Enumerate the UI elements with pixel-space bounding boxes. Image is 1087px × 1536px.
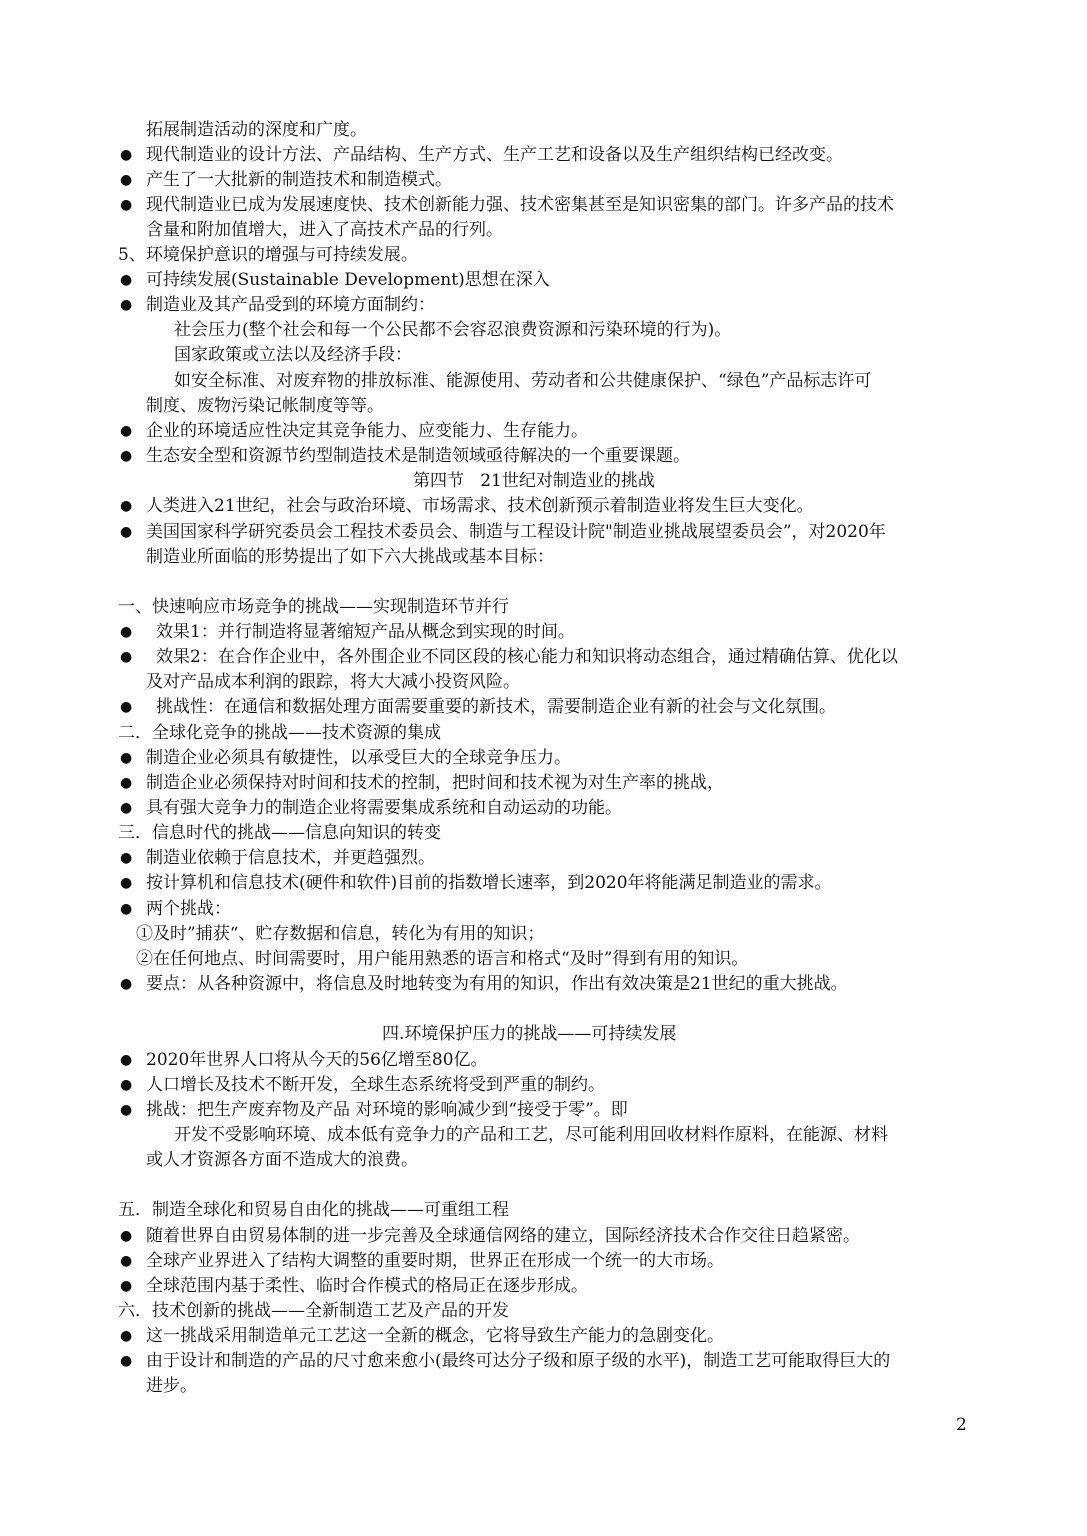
list-item: 2020年世界人口将从今天的56亿增至80亿。 — [146, 1050, 488, 1070]
bullet-icon: ● — [120, 1353, 133, 1369]
bullet-icon: ● — [120, 1052, 133, 1068]
list-item: 挑战：把生产废弃物及产品 对环境的影响减少到“接受于零”。即 — [146, 1100, 628, 1120]
list-item: 效果1：并行制造将显著缩短产品从概念到实现的时间。 — [156, 622, 575, 642]
text-line: ②在任何地点、时间需要时，用户能用熟悉的语言和格式“及时”得到有用的知识。 — [136, 949, 749, 969]
section-heading: 三．信息时代的挑战——信息向知识的转变 — [118, 823, 441, 843]
section-heading: 六．技术创新的挑战——全新制造工艺及产品的开发 — [118, 1301, 509, 1321]
bullet-icon: ● — [120, 197, 133, 213]
list-item: 制造业及其产品受到的环境方面制约： — [146, 295, 435, 315]
bullet-icon: ● — [120, 272, 133, 288]
bullet-icon: ● — [120, 750, 133, 766]
bullet-icon: ● — [120, 976, 133, 992]
bullet-icon: ● — [120, 423, 133, 439]
list-item: 由于设计和制造的产品的尺寸愈来愈小(最终可达分子级和原子级的水平)，制造工艺可能取得巨大的 — [146, 1351, 891, 1371]
section-heading: 一、快速响应市场竞争的挑战——实现制造环节并行 — [118, 597, 509, 617]
text-line: 社会压力(整个社会和每一个公民都不会容忍浪费资源和污染环境的行为)。 — [174, 320, 732, 340]
bullet-icon: ● — [120, 624, 133, 640]
text-line: ①及时”捕获“、贮存数据和信息，转化为有用的知识； — [136, 924, 545, 944]
list-item: 挑战性：在通信和数据处理方面需要重要的新技术，需要制造企业有新的社会与文化氛围。 — [156, 697, 836, 717]
text-line: 含量和附加值增大，进入了高技术产品的行列。 — [146, 220, 503, 240]
text-line: 及对产品成本利润的跟踪，将大大减小投资风险。 — [146, 672, 520, 692]
list-item: 人口增长及技术不断开发，全球生态系统将受到严重的制约。 — [146, 1075, 605, 1095]
list-item: 具有强大竞争力的制造企业将需要集成系统和自动运动的功能。 — [146, 798, 622, 818]
list-item: 企业的环境适应性决定其竞争能力、应变能力、生存能力。 — [146, 421, 588, 441]
bullet-icon: ● — [120, 524, 133, 540]
section-heading: 二．全球化竞争的挑战——技术资源的集成 — [118, 723, 441, 743]
list-item: 按计算机和信息技术(硬件和软件)目前的指数增长速率，到2020年将能满足制造业的需求。 — [146, 873, 832, 893]
text-line: 进步。 — [146, 1376, 197, 1396]
bullet-icon: ● — [120, 1253, 133, 1269]
text-line: 开发不受影响环境、成本低有竞争力的产品和工艺，尽可能利用回收材料作原料，在能源、材料 — [174, 1125, 888, 1145]
list-item: 全球产业界进入了结构大调整的重要时期，世界正在形成一个统一的大市场。 — [146, 1251, 724, 1271]
bullet-icon: ● — [120, 699, 133, 715]
list-item: 生态安全型和资源节约型制造技术是制造领域亟待解决的一个重要课题。 — [146, 446, 690, 466]
bullet-icon: ● — [120, 1278, 133, 1294]
bullet-icon: ● — [120, 172, 133, 188]
list-item: 随着世界自由贸易体制的进一步完善及全球通信网络的建立，国际经济技术合作交往日趋紧密。 — [146, 1226, 860, 1246]
bullet-icon: ● — [120, 498, 133, 514]
text-line: 或人才资源各方面不造成大的浪费。 — [146, 1150, 418, 1170]
bullet-icon: ● — [120, 1077, 133, 1093]
text-line: 拓展制造活动的深度和广度。 — [146, 120, 367, 140]
text-line: 如安全标准、对废弃物的排放标准、能源使用、劳动者和公共健康保护、“绿色”产品标志许可 — [174, 371, 872, 391]
bullet-icon: ● — [120, 147, 133, 163]
list-item: 产生了一大批新的制造技术和制造模式。 — [146, 170, 452, 190]
bullet-icon: ● — [120, 875, 133, 891]
list-item: 现代制造业的设计方法、产品结构、生产方式、生产工艺和设备以及生产组织结构已经改变。 — [146, 145, 843, 165]
bullet-icon: ● — [120, 775, 133, 791]
list-item: 制造业依赖于信息技术，并更趋强烈。 — [146, 848, 435, 868]
chapter-heading: 第四节 21世纪对制造业的挑战 — [413, 471, 655, 491]
bullet-icon: ● — [120, 448, 133, 464]
list-item: 可持续发展(Sustainable Development)思想在深入 — [146, 270, 550, 290]
section-heading: 四.环境保护压力的挑战——可持续发展 — [382, 1024, 677, 1044]
list-item: 现代制造业已成为发展速度快、技术创新能力强、技术密集甚至是知识密集的部门。许多产品的技术 — [146, 195, 894, 215]
list-item: 两个挑战： — [146, 899, 231, 919]
list-item: 这一挑战采用制造单元工艺这一全新的概念，它将导致生产能力的急剧变化。 — [146, 1326, 724, 1346]
bullet-icon: ● — [120, 1102, 133, 1118]
text-line: 制造业所面临的形势提出了如下六大挑战或基本目标： — [146, 547, 554, 567]
list-item: 制造企业必须保持对时间和技术的控制，把时间和技术视为对生产率的挑战， — [146, 773, 724, 793]
section-heading: 5、环境保护意识的增强与可持续发展。 — [118, 245, 418, 265]
text-line: 制度、废物污染记帐制度等等。 — [146, 396, 384, 416]
list-item: 全球范围内基于柔性、临时合作模式的格局正在逐步形成。 — [146, 1276, 588, 1296]
text-line: 国家政策或立法以及经济手段： — [174, 345, 412, 365]
bullet-icon: ● — [120, 850, 133, 866]
list-item: 制造企业必须具有敏捷性，以承受巨大的全球竞争压力。 — [146, 748, 571, 768]
list-item: 人类进入21世纪，社会与政治环境、市场需求、技术创新预示着制造业将发生巨大变化。 — [146, 496, 814, 516]
bullet-icon: ● — [120, 901, 133, 917]
bullet-icon: ● — [120, 1228, 133, 1244]
bullet-icon: ● — [120, 800, 133, 816]
list-item: 要点：从各种资源中，将信息及时地转变为有用的知识，作出有效决策是21世纪的重大挑战。 — [146, 974, 848, 994]
bullet-icon: ● — [120, 297, 133, 313]
list-item: 效果2：在合作企业中，各外围企业不同区段的核心能力和知识将动态组合，通过精确估算、优化以 — [156, 647, 898, 667]
page-number: 2 — [956, 1415, 967, 1435]
section-heading: 五．制造全球化和贸易自由化的挑战——可重组工程 — [118, 1200, 509, 1220]
list-item: 美国国家科学研究委员会工程技术委员会、制造与工程设计院"制造业挑战展望委员会”，对2020年 — [146, 522, 886, 542]
bullet-icon: ● — [120, 649, 133, 665]
bullet-icon: ● — [120, 1328, 133, 1344]
